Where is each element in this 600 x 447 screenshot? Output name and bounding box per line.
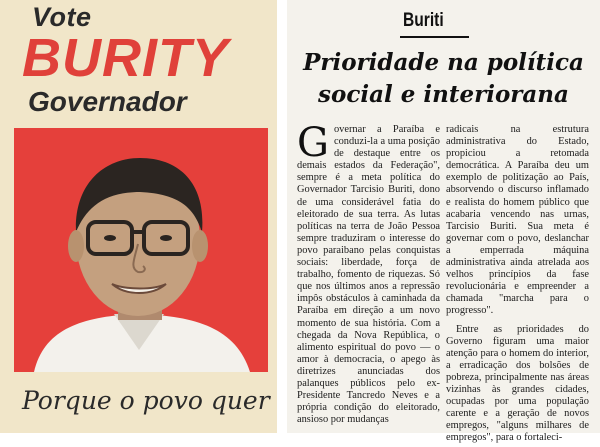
poster-vote-text: Vote <box>32 2 92 32</box>
article-paragraph: radicais na estrutura administrativa do Estado, propiciou a retomada democrática. A Paraíba deu um exemplo de politização ao País, absorvendo o discurso inflamado e realista do homem público que acabaria vencendo nas urnas, Tarcisio Buriti. Sua meta é governar com o povo, deslanchar a emperrada máquina administrativa ainda atrelada aos velhos princípios da fase revolucionária e empreender a chamada "marcha para o progresso". <box>446 124 589 317</box>
poster-office-text: Governador <box>28 86 187 117</box>
article-kicker: Buriti <box>403 10 444 31</box>
article-headline-line-1: Prioridade na política <box>303 49 584 76</box>
candidate-portrait <box>14 128 268 372</box>
article-headline-line-2: social e interiorana <box>318 81 569 108</box>
article-body-text: overnar a Paraíba e conduzi-la a uma posição de destaque entre os demais estados da Federação", sempre é a meta política do Governador Tarcisio Buriti, dono de uma considerável fatia do eleitorado de sua terra. As lutas políticas na terra de João Pessoa sempre traduziram o interesse do povo paraibano pelas conquistas sociais: liberdade, força de trabalho, fomento de riquezas. Só que nos últimos anos a repressão impôs obstáculos à caminhada da Paraíba em direção a um novo momento de sua história. Com a chegada da Nova República, o alimento espiritual do povo — o amor à democracia, o apego às diretrizes anunciadas dos palanques públicos pelo ex-Presidente Tancredo Neves e a própria condição do eleitorado, ansioso por mudanças <box>297 124 440 426</box>
divider <box>277 0 287 433</box>
poster-slogan: Porque o povo quer <box>22 386 270 415</box>
campaign-poster <box>0 0 277 433</box>
article-paragraph: Entre as prioridades do Governo figuram uma maior atenção para o homem do interior, a erradicação dos bolsões de pobreza, principalmente nas áreas vizinhas às grandes cidades, ocupadas por uma população carente e a geração de novos empregos, "alguns milhares de empregos", para o fortaleci- <box>446 323 589 444</box>
candidate-photo-image <box>14 128 268 372</box>
article-column-right <box>446 124 589 447</box>
newspaper-article <box>287 0 600 444</box>
drop-cap: G <box>297 120 329 166</box>
kicker-underline <box>400 36 469 38</box>
article-column-left <box>297 120 440 429</box>
poster-candidate-name: BURITY <box>22 28 229 88</box>
article-paragraph <box>297 120 440 426</box>
